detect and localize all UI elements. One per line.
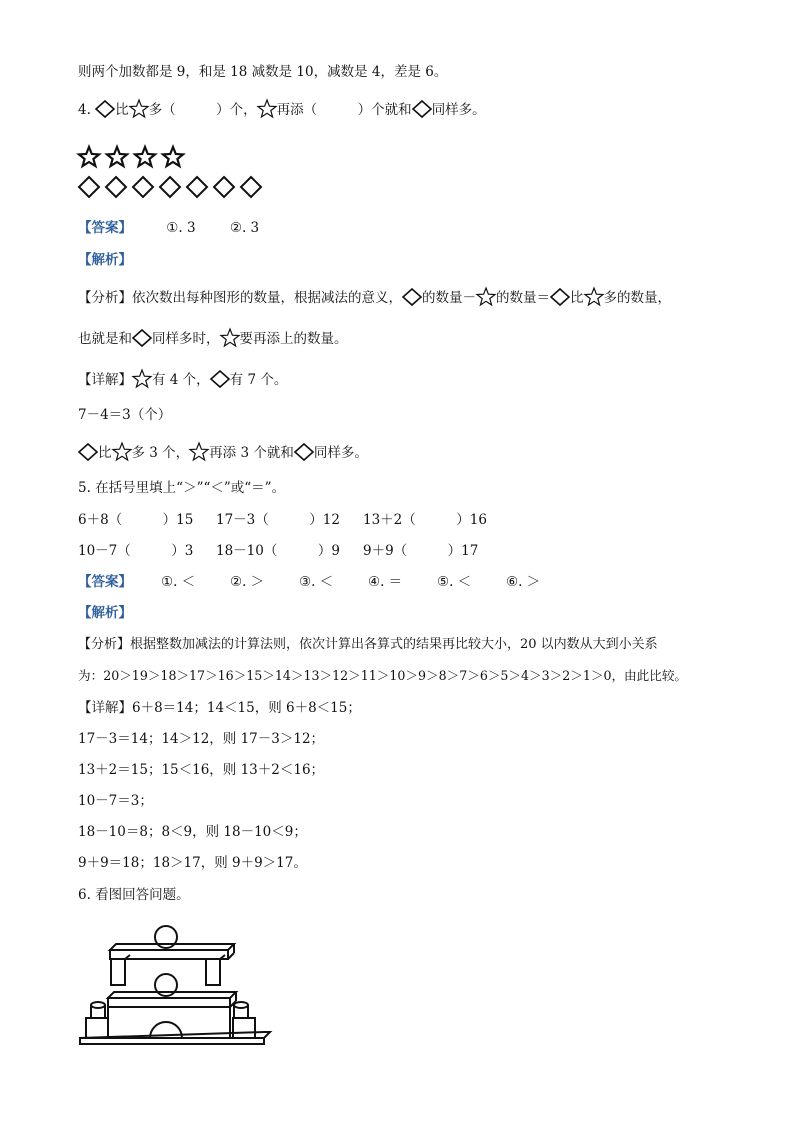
analysis-heading: 【分析】	[78, 290, 132, 306]
q4-conclusion-line	[78, 442, 368, 467]
stars-row	[78, 145, 198, 173]
q4-calc-line: 7－4＝3（个）	[78, 407, 172, 423]
diamond-icon	[78, 443, 98, 467]
diamond-icon	[79, 177, 99, 197]
analysis-label: 【解析】	[78, 252, 132, 268]
question-6-title: 6. 看图回答问题。	[78, 887, 190, 903]
diamond-icon	[402, 288, 422, 312]
diamond-icon	[106, 177, 126, 197]
q5-answer-4: ④. ＝	[368, 574, 403, 590]
star-icon	[79, 147, 99, 166]
q5-detail-4: 10－7＝3；	[78, 793, 153, 809]
analysis-text: 要再添上的数量。	[239, 331, 348, 347]
q5-answer-2: ②. ＞	[230, 574, 265, 590]
detail-text: 有 4 个，	[152, 372, 210, 388]
q5-answer-1: ①. ＜	[161, 574, 196, 590]
analysis-text: 的数量＝	[496, 290, 550, 306]
q5-detail-5: 18－10＝8；8＜9，则 18－10＜9；	[78, 824, 307, 840]
q4-detail-line	[78, 369, 287, 394]
q4-analysis-line-2	[78, 328, 348, 353]
answer-label: 【答案】	[78, 574, 132, 590]
analysis-text: 的数量－	[422, 290, 476, 306]
diamond-icon	[133, 177, 153, 197]
analysis-text: 多的数量，	[603, 290, 671, 306]
star-icon	[220, 328, 240, 353]
question-4	[78, 99, 486, 124]
answer-label: 【答案】	[78, 220, 132, 236]
diamond-icon	[160, 177, 180, 197]
q4-answer-1: ①. 3	[166, 220, 196, 236]
analysis-text: 比	[570, 290, 584, 306]
q5-expression: 10－7（ ）3	[78, 543, 194, 559]
detail-text: 有 7 个。	[229, 372, 288, 388]
q4-answer-2: ②. 3	[229, 220, 260, 236]
diamonds-row	[78, 175, 268, 203]
star-icon	[584, 287, 604, 312]
q5-detail-6: 9＋9＝18；18＞17，则 9＋9＞17。	[78, 855, 307, 871]
q5-answer-3: ③. ＜	[299, 574, 334, 590]
q4-text-4: 同样多。	[431, 102, 486, 118]
q4-analysis-line-1	[78, 287, 671, 312]
q5-detail-1: 【详解】6＋8＝14；14＜15，则 6＋8＜15；	[78, 700, 361, 716]
detail-heading: 【详解】	[78, 372, 132, 388]
q5-answer-6: ⑥. ＞	[506, 574, 541, 590]
q5-analysis-2: 为：20＞19＞18＞17＞16＞15＞14＞13＞12＞11＞10＞9＞8＞7＞6＞5＞4＞3＞2＞1＞0，由此比较。	[78, 668, 688, 683]
diamond-icon	[187, 177, 207, 197]
q5-expression: 6＋8（ ）15	[78, 512, 194, 528]
conclusion-text: 再添 3 个就和	[209, 445, 294, 461]
star-icon	[112, 442, 132, 467]
diamond-icon	[95, 100, 115, 124]
q5-expression: 9＋9（ ）17	[363, 543, 479, 559]
conclusion-text: 同样多。	[313, 445, 368, 461]
q5-answer-5: ⑤. ＜	[437, 574, 472, 590]
conclusion-text: 比	[98, 445, 112, 461]
diamond-icon	[412, 100, 432, 124]
analysis-label: 【解析】	[78, 605, 132, 621]
q4-answer-line	[78, 218, 259, 238]
q5-analysis-1: 【分析】根据整数加减法的计算法则，依次计算出各算式的结果再比较大小，20 以内数从大到小关系	[78, 637, 658, 652]
building-blocks-figure	[78, 918, 278, 1050]
analysis-text: 同样多时，	[152, 331, 220, 347]
star-icon	[476, 287, 496, 312]
q4-text-2: 多（ ）个，	[148, 102, 257, 118]
diamond-icon	[241, 177, 261, 197]
conclusion-text: 多 3 个，	[131, 445, 190, 461]
q5-detail-2: 17－3＝14；14＞12，则 17－3＞12；	[78, 731, 325, 747]
question-5-title: 5. 在括号里填上“＞”“＜”或“＝”。	[78, 480, 286, 496]
star-icon	[132, 369, 152, 394]
diamond-icon	[294, 443, 314, 467]
star-icon	[257, 99, 277, 124]
analysis-text: 依次数出每种图形的数量，根据减法的意义，	[132, 290, 402, 306]
diamond-icon	[214, 177, 234, 197]
analysis-text: 也就是和	[78, 331, 132, 347]
diamond-icon	[550, 288, 570, 312]
q5-expression: 18－10（ ）9	[216, 543, 340, 559]
star-icon	[135, 147, 155, 166]
star-icon	[129, 99, 149, 124]
q5-detail-3: 13＋2＝15；15＜16，则 13＋2＜16；	[78, 762, 325, 778]
text-line-1: 则两个加数都是 9，和是 18 减数是 10，减数是 4，差是 6。	[78, 64, 448, 80]
star-icon	[189, 442, 209, 467]
q4-text-3: 再添（ ）个就和	[276, 102, 412, 118]
diamond-icon	[132, 329, 152, 353]
diamond-icon	[210, 370, 230, 394]
q4-text-1: 比	[115, 102, 129, 118]
question-number: 4.	[78, 102, 91, 118]
star-icon	[107, 147, 127, 166]
q5-expression: 17－3（ ）12	[216, 512, 340, 528]
q5-expression: 13＋2（ ）16	[363, 512, 487, 528]
star-icon	[163, 147, 183, 166]
